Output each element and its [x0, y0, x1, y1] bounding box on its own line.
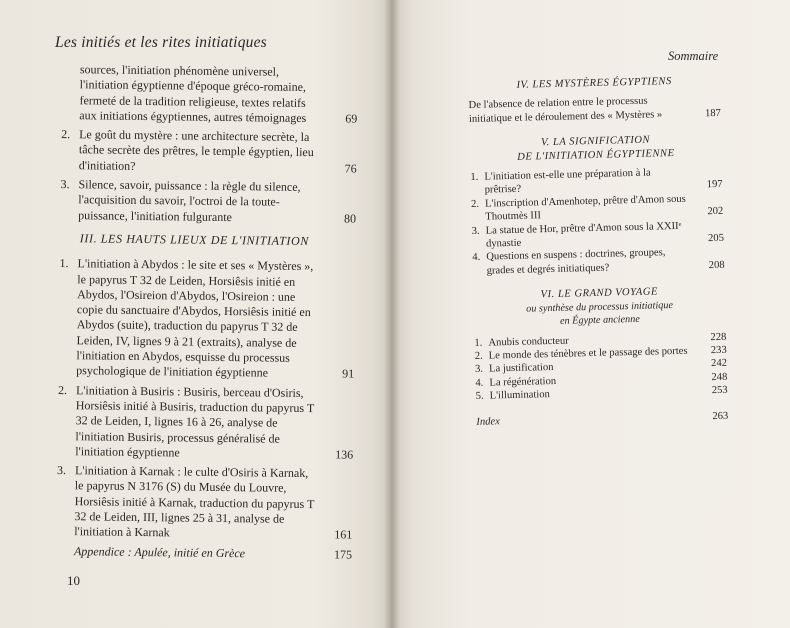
toc-entry-number: 2.: [474, 350, 483, 362]
toc-entry-text: La justification: [488, 362, 554, 375]
toc-entry-text: La statue de Hor, prêtre d'Amon sous la XXIIᵉ dynastie: [485, 220, 682, 250]
toc-entry: [57, 383, 354, 463]
toc-page-number: 263: [712, 410, 729, 422]
toc-entry-number: 3.: [474, 364, 484, 376]
toc-entry-number: 2.: [61, 127, 71, 142]
toc-entry-text: L'initiation est-elle une préparation à la prêtrise?: [484, 167, 651, 197]
toc-entry-text: La régénération: [489, 375, 557, 389]
left-page: [0, 0, 392, 628]
toc-entry-text: De l'absence de relation entre le processus initiatique et le déroulement des « Mystères »: [468, 96, 663, 125]
toc-page-number: 233: [710, 344, 727, 357]
toc-entry-number: 2.: [470, 198, 480, 210]
toc-page-number: 205: [707, 232, 725, 245]
toc-entry-text: L'initiation à Karnak : le culte d'Osiris à Karnak, le papyrus N 3176 (S) du Musée du Louvre, Horsiêsis initié à Karnak, traduction du papyrus T 32 de Leiden, III, lignes 25 à 31, analyse de l'initiation à Karnak: [74, 463, 315, 540]
page-number-left: 10: [67, 573, 80, 588]
toc-entry-text: Questions en suspens : doctrines, groupes, grades et degrés initiatiques?: [486, 247, 666, 277]
toc-entry-number: 1.: [474, 337, 483, 349]
toc-page-number: 253: [711, 384, 728, 397]
toc-entry-text: Le monde des ténèbres et le passage des portes: [488, 345, 688, 362]
toc-entry-number: 4.: [472, 252, 481, 264]
running-head-left: Les initiés et les rites initiatiques: [55, 34, 267, 51]
toc-page-number: 248: [711, 371, 728, 383]
section-title-v-line2: DE L'INITIATION ÉGYPTIENNE: [517, 147, 675, 163]
toc-entry-text: Appendice : Apulée, initié en Grèce: [73, 543, 246, 560]
toc-entry-number: 1.: [59, 256, 69, 271]
section-title-v-line1: V. LA SIGNIFICATION: [540, 134, 651, 149]
toc-page-number: 161: [334, 527, 353, 542]
toc-page-number: 69: [345, 111, 358, 126]
toc-entry: [60, 177, 357, 227]
toc-page-number: 197: [706, 179, 723, 191]
toc-entry-text: L'illumination: [489, 389, 551, 402]
section-subtitle-vi-line2: en Égypte ancienne: [559, 313, 640, 327]
toc-entry-appendix: [56, 544, 352, 563]
section-subtitle-vi-line1: ou synthèse du processus initiatique: [526, 299, 674, 315]
toc-entry-number: 1.: [470, 171, 479, 184]
left-toc-body: [56, 62, 358, 566]
toc-entry-text: L'inscription d'Amenhotep, prêtre d'Amon sous Thoutmès III: [484, 193, 686, 223]
toc-page-number: 91: [342, 366, 355, 381]
toc-page-number: 187: [704, 107, 722, 120]
toc-entry-text: L'initiation à Abydos : le site et ses « Mystères », le papyrus T 32 de Leiden, Horsiêsis initié en Abydos, l'Osireion d'Abydos, l'Osireion : une copie du sanctuaire d'Abydos, Horsiêsis initié en Abydos (suite), traduction du papyrus T 32 de Leiden, IV, lignes 9 à 21 (extraits), analyse de l'initiation en Abydos, esquisse du processus psychologique de l'initiation égyptienne: [76, 256, 314, 380]
toc-page-number: 76: [344, 161, 357, 176]
toc-page-number: 202: [707, 206, 724, 218]
toc-entry-number: 3.: [60, 177, 70, 192]
toc-page-number: 80: [344, 211, 357, 226]
toc-entry-text: L'initiation à Busiris : Busiris, berceau d'Osiris, Horsiêsis initié à Busiris, traduction du papyrus T 32 de Leiden, I, lignes 16 à 26, analyse de l'initiation Busiris, processus généralisé de l'initiation égyptienne: [75, 382, 315, 460]
toc-entry-number: 3.: [56, 463, 67, 478]
toc-page-number: 136: [335, 447, 354, 462]
toc-entry-text: Silence, savoir, puissance : la règle du silence, l'acquisition du savoir, l'octroi de la toute-puissance, l'initiation fulgurante: [78, 177, 301, 224]
toc-page-number: 175: [333, 546, 353, 562]
toc-entry-text: Le goût du mystère : une architecture secrète, la tâche secrète des prêtres, le temple égyptien, lieu d'initiation?: [78, 127, 314, 173]
toc-entry: [58, 256, 355, 382]
toc-entry-continuation: [61, 62, 358, 127]
toc-entry: [61, 127, 358, 177]
right-toc-body: [468, 74, 728, 429]
section-title-vi: VI. LE GRAND VOYAGE: [540, 286, 659, 301]
toc-page-number: 242: [710, 358, 728, 370]
toc-entry: [56, 463, 353, 543]
toc-entry-number: 2.: [57, 382, 68, 397]
toc-page-number: 208: [708, 259, 725, 272]
section-title-iv: IV. LES MYSTÈRES ÉGYPTIENS: [516, 76, 672, 91]
toc-entry-number: 4.: [475, 377, 484, 389]
toc-page-number: 228: [710, 331, 727, 343]
book-gutter: [384, 0, 400, 628]
toc-entry-number: 5.: [475, 390, 484, 403]
toc-entry-number: 3.: [471, 225, 480, 237]
toc-entry-text: Index: [476, 415, 501, 428]
toc-entry-text: Anubis conducteur: [488, 335, 569, 349]
running-head-right: Sommaire: [668, 49, 719, 63]
toc-entry-text: sources, l'initiation phénomène universel, l'initiation égyptienne d'époque gréco-romaine, fermeté de la tradition religieuse, textes relatifs aux initiations égyptiennes, autres témoignages: [79, 62, 307, 125]
section-title-iii: III. LES HAUTS LIEUX DE L'INITIATION: [79, 231, 309, 248]
